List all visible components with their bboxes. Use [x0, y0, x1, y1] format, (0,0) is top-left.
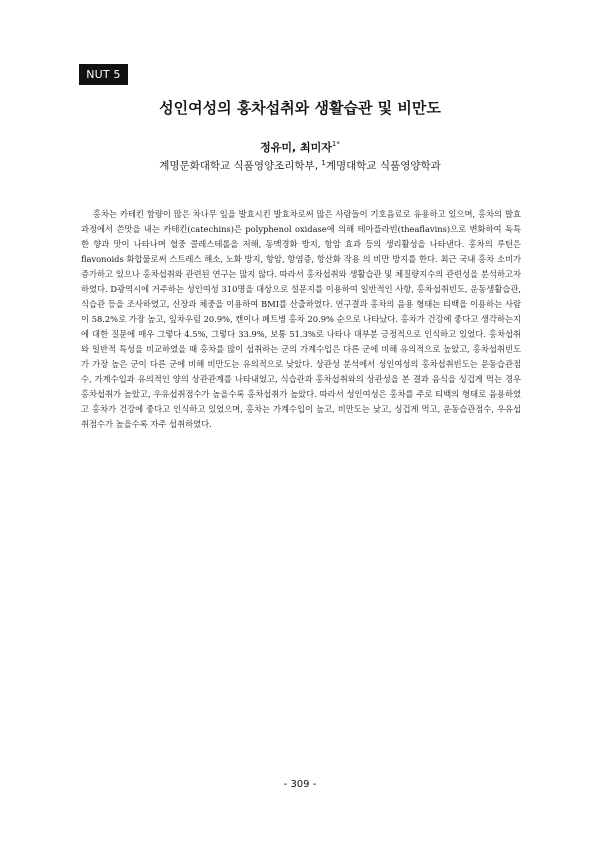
page-number: - 309 - [283, 779, 317, 790]
abstract-body: 홍차는 카테킨 함량이 많은 차나무 잎을 발효시킨 발효차로써 많은 사람들이 기호음료로 유용하고 있으며, 홍차의 발효과정에서 쓴맛을 내는 카테킨(catechins)은 polyphenol oxidase에 의해 테아플라빈(theaflavins)으로 변화하여 독특한 향과 맛이 나타나며 혈중 콜레스테롤을 저해, 동맥경화 방지, 항암 효과 등의 생리활성을 나타낸다. 홍차의 루틴은 flavonoids 화합물로써 스트레스 해소, 노화 방지, 항암, 항염증, 항산화 작용 의 비만 방지를 한다. 최근 국내 홍차 소비가 증가하고 있으나 홍차섭취와 관련된 연구는 많지 않다. 따라서 홍차섭취와 생활습관 및 체질량지수의 관련성을 분석하고자 하였다. D광역시에 거주하는 성인여성 310명을 대상으로 설문지를 이용하여 일반적인 사항, 홍차섭취빈도, 운동생활습관, 식습관 등을 조사하였고, 신장과 체중을 이용하여 BMI를 산출하였다. 연구결과 홍차의 음용 형태는 티백을 이용하는 사람이 58.2%로 가장 높고, 잎차우림 20.9%, 캔이나 페트병 홍차 20.9% 순으로 나타났다. 홍차가 건강에 좋다고 생각하는지에 대한 질문에 매우 그렇다 4.5%, 그렇다 33.9%, 보통 51.3%로 나타나 대부분 긍정적으로 인식하고 있었다. 홍차섭취와 일반적 특성을 비교하였을 때 홍차를 많이 섭취하는 군의 가계수입은 다른 군에 비해 유의적으로 높았고, 홍차섭취빈도가 가장 높은 군이 다른 군에 비해 비만도는 유의적으로 낮았다. 상관성 분석에서 성인여성의 홍차섭취빈도는 운동습관점수, 가계수입과 유의적인 양의 상관관계를 나타내었고, 식습관과 홍차섭취와의 상관성을 본 결과 음식을 싱겁게 먹는 경우 홍차섭취가 높았고, 우유섭취점수가 높을수록 홍차섭취가 높았다. 따라서 성인여성은 홍차를 주로 티백의 형태로 음용하였고 홍차가 건강에 좋다고 인식하고 있었으며, 홍차는 가계수입이 높고, 비만도는 낮고, 싱겁게 먹고, 운동습관점수, 우유섭취점수가 높을수록 자주 섭취하였다. [81, 209, 521, 429]
affiliation-second-mark: 1 [321, 159, 326, 167]
affiliation-first: 계명문화대학교 식품영양조리학부, [159, 160, 319, 172]
authors [0, 139, 600, 155]
author-names: 정유미, 최미자 [260, 141, 332, 154]
affiliation-second: 계명대학교 식품영양학과 [325, 160, 441, 172]
paper-title: 성인여성의 홍차섭취와 생활습관 및 비만도 [159, 99, 441, 117]
author-marks: 1* [331, 140, 340, 148]
session-tag: NUT 5 [79, 64, 128, 85]
affiliations [0, 158, 600, 173]
